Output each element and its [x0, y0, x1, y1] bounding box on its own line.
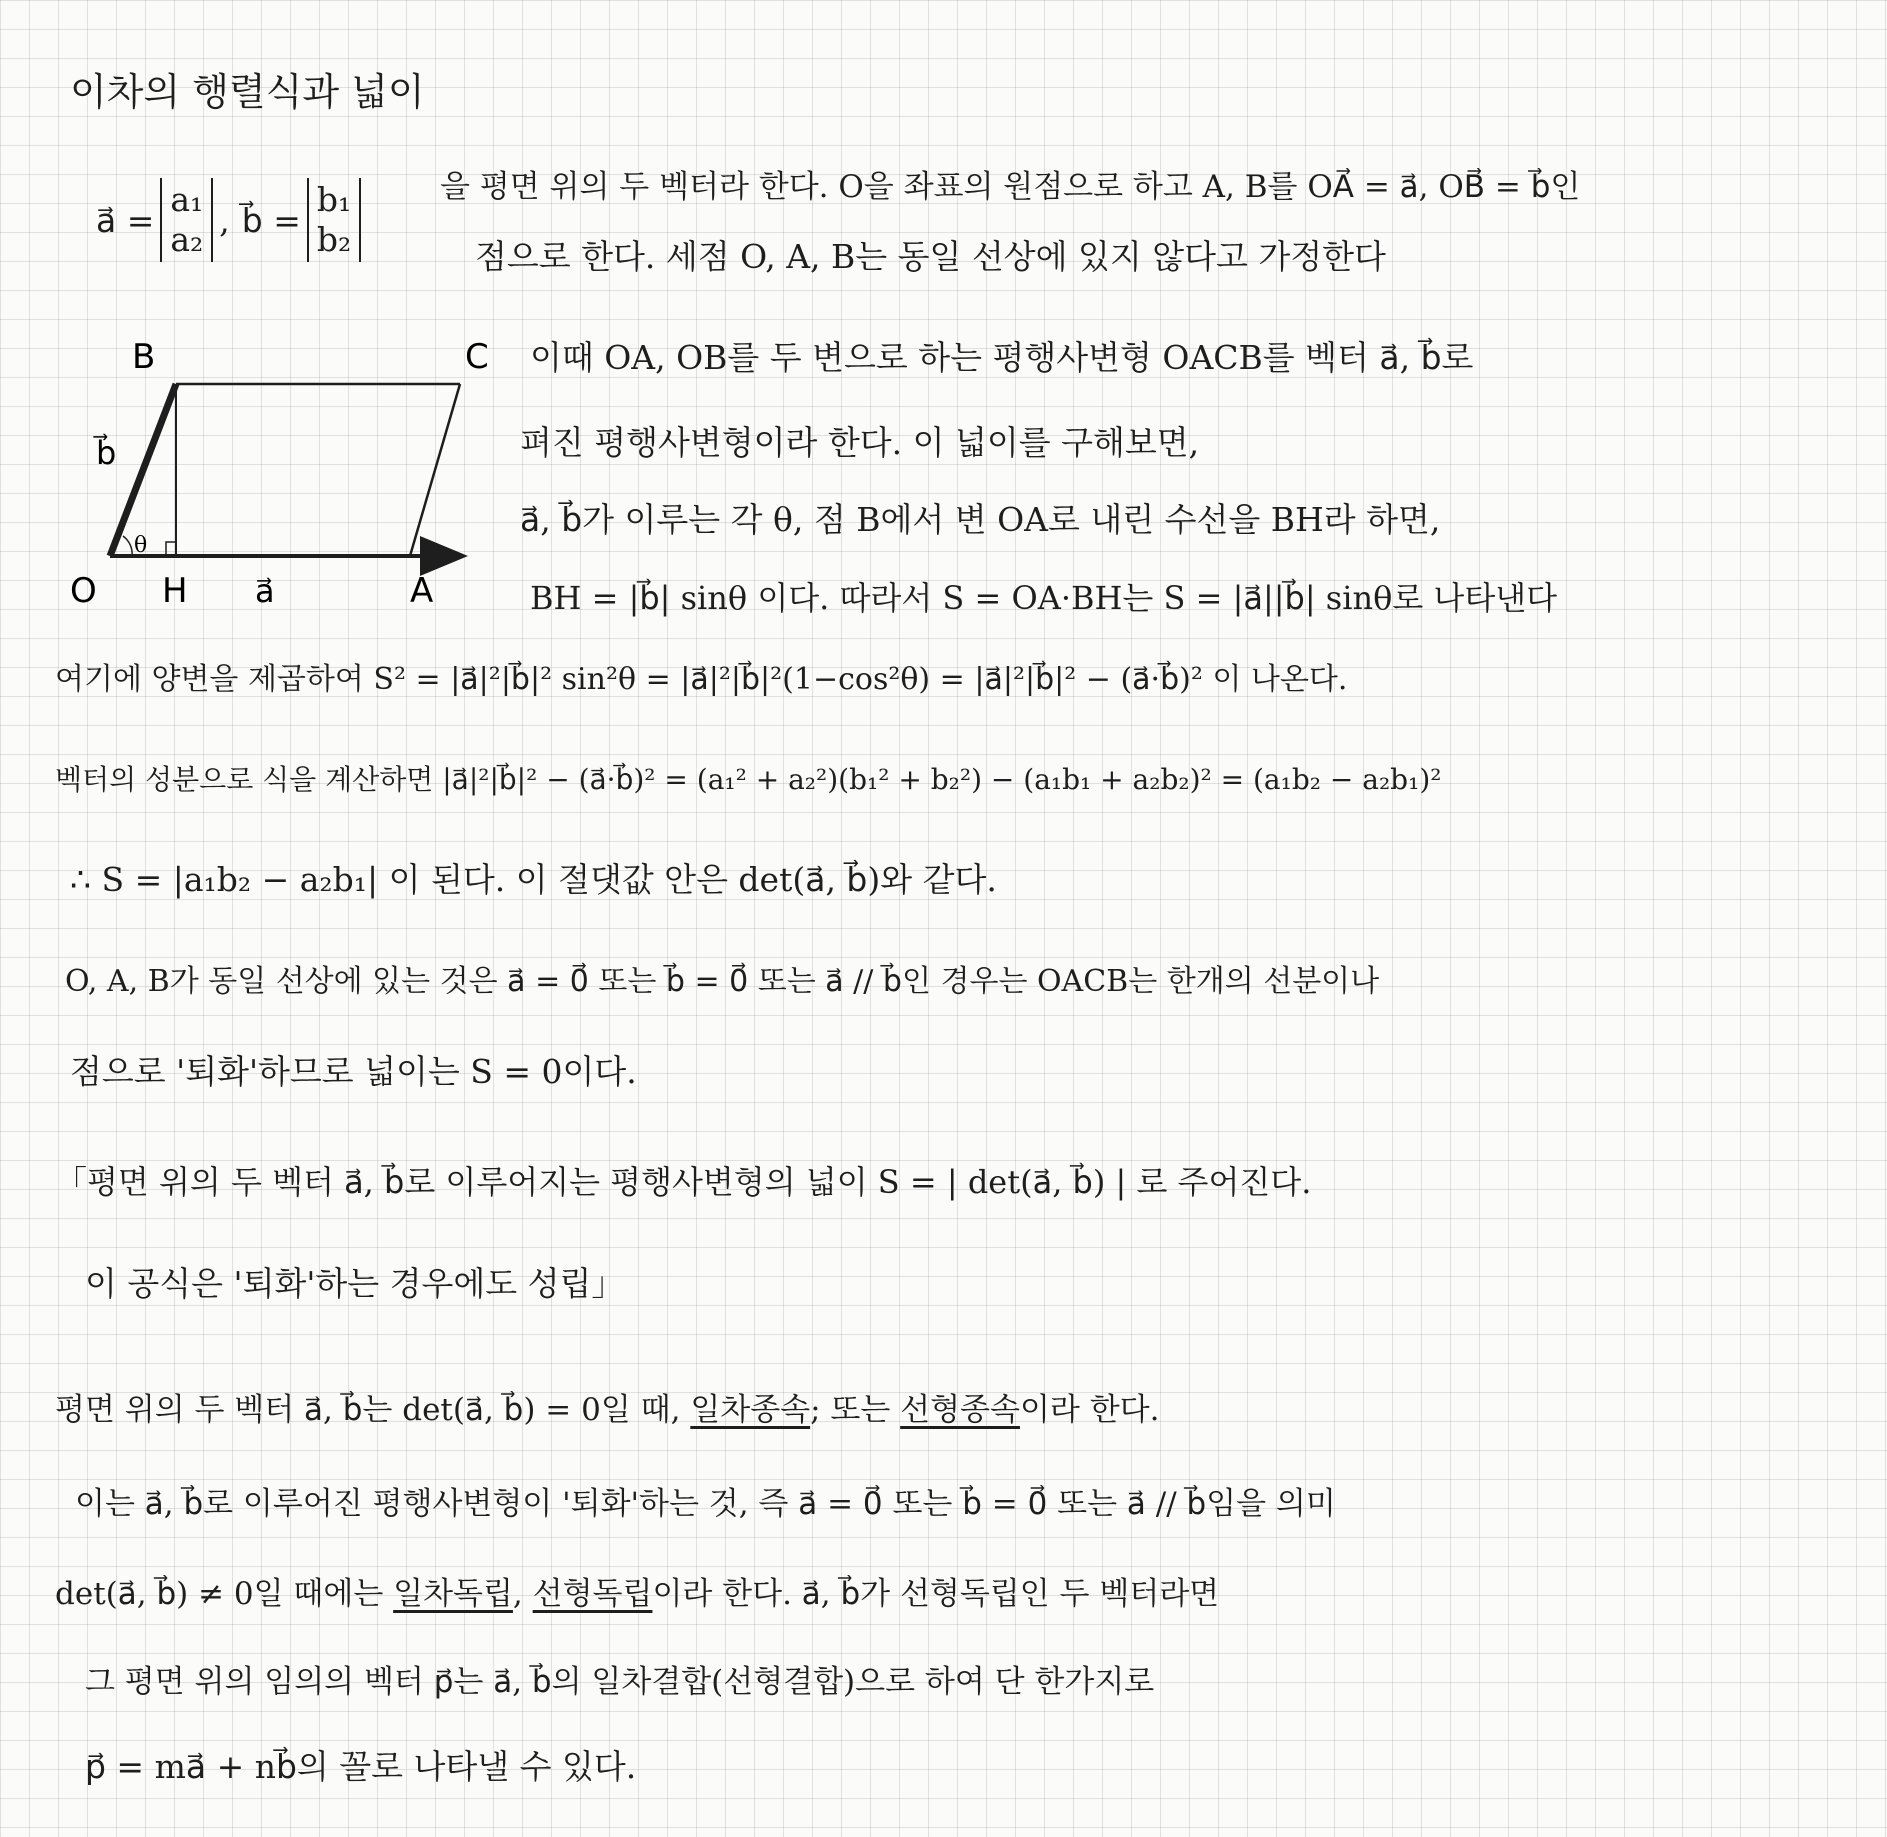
point-h-label: H: [162, 571, 188, 610]
para3-line-1: O, A, B가 동일 선상에 있는 것은 a⃗ = 0⃗ 또는 b⃗ = 0⃗ 또는 a⃗ // b⃗인 경우는 OACB는 한개의 선분이나: [65, 964, 1380, 999]
vector-a-matrix: [160, 178, 213, 262]
page-title: 이차의 행렬식과 넓이: [70, 70, 425, 114]
para4-l3-post: 이라 한다. a⃗, b⃗가 선형독립인 두 벡터라면: [652, 1576, 1220, 1612]
para1-line-1: 이때 OA, OB를 두 변으로 하는 평행사변형 OACB를 벡터 a⃗, b⃗로: [530, 338, 1474, 377]
edge-ca: [410, 384, 460, 556]
point-a-label: A: [410, 571, 434, 610]
vector-a-label-fig: a⃗: [255, 572, 275, 610]
right-angle-mark: [166, 542, 176, 556]
theta-label: θ: [134, 533, 148, 558]
para1-line-3: a⃗, b⃗가 이루는 각 θ, 점 B에서 변 OA로 내린 수선을 BH라 하면,: [520, 500, 1441, 539]
para4-l3-pre: det(a⃗, b⃗) ≠ 0일 때에는: [55, 1576, 394, 1612]
point-c-label: C: [465, 340, 489, 377]
para4-l1-post: 이라 한다.: [1019, 1392, 1160, 1428]
para4-line-1: [55, 1388, 1159, 1432]
para3-line-2: 점으로 '퇴화'하므로 넓이는 S = 0이다.: [70, 1052, 637, 1091]
a1-entry: a₁: [170, 180, 204, 219]
vector-b-arrow: [110, 384, 176, 556]
angle-arc: [123, 536, 132, 556]
point-o-label: O: [70, 571, 97, 610]
theorem-line-1: 「평면 위의 두 벡터 a⃗, b⃗로 이루어지는 평행사변형의 넓이 S = | det(a⃗, b⃗) | 로 주어진다.: [55, 1163, 1312, 1201]
para4-l1-pre: 평면 위의 두 벡터 a⃗, b⃗는 det(a⃗, b⃗) = 0일 때,: [55, 1392, 691, 1428]
theorem-line-2: 이 공식은 '퇴화'하는 경우에도 성립」: [85, 1264, 625, 1303]
para2-line-2: 벡터의 성분으로 식을 계산하면 |a⃗|²|b⃗|² − (a⃗·b⃗)² = (a₁² + a₂²)(b₁² + b₂²) − (a₁b₁ + a₂b₂)² = (a₁b₂ − a₂b₁)²: [55, 763, 1442, 796]
vector-definition: [90, 178, 361, 262]
para2-line-1: 여기에 양변을 제곱하여 S² = |a⃗|²|b⃗|² sin²θ = |a⃗|²|b⃗|²(1−cos²θ) = |a⃗|²|b⃗|² − (a⃗·b⃗)² 이 나온다.: [55, 662, 1348, 697]
parallelogram-figure: [70, 340, 490, 610]
b2-entry: b₂: [316, 220, 352, 259]
para2-line-3: ∴ S = |a₁b₂ − a₂b₁| 이 된다. 이 절댓값 안은 det(a⃗, b⃗)와 같다.: [70, 860, 997, 899]
term-linear-independent-2: 선형독립: [532, 1576, 653, 1612]
para4-line-5: p⃗ = ma⃗ + nb⃗의 꼴로 나타낼 수 있다.: [85, 1747, 637, 1786]
a2-entry: a₂: [170, 220, 204, 259]
b1-entry: b₁: [316, 180, 352, 219]
vector-a-label: a⃗ =: [96, 200, 155, 240]
para4-line-4: 그 평면 위의 임의의 벡터 p⃗는 a⃗, b⃗의 일차결합(선형결합)으로 하여 단 한가지로: [85, 1664, 1155, 1700]
para1-line-4: BH = |b⃗| sinθ 이다. 따라서 S = OA·BH는 S = |a⃗||b⃗| sinθ로 나타낸다: [530, 579, 1558, 617]
term-linear-dependent-2: 선형종속: [900, 1392, 1020, 1428]
para4-l1-mid: ; 또는: [810, 1392, 901, 1428]
definition-line-1: 을 평면 위의 두 벡터라 한다. O을 좌표의 원점으로 하고 A, B를 OA⃗ = a⃗, OB⃗ = b⃗인: [440, 169, 1581, 205]
point-b-label: B: [132, 340, 156, 377]
vector-b-matrix: [307, 178, 361, 262]
term-linear-independent-1: 일차독립: [393, 1576, 513, 1612]
vector-b-label-fig: b⃗: [96, 434, 117, 472]
para4-line-2: 이는 a⃗, b⃗로 이루어진 평행사변형이 '퇴화'하는 것, 즉 a⃗ = 0⃗ 또는 b⃗ = 0⃗ 또는 a⃗ // b⃗임을 의미: [75, 1486, 1336, 1522]
definition-line-2: 점으로 한다. 세점 O, A, B는 동일 선상에 있지 않다고 가정한다: [475, 237, 1386, 276]
term-linear-dependent-1: 일차종속: [690, 1392, 811, 1428]
para1-line-2: 펴진 평행사변형이라 한다. 이 넓이를 구해보면,: [520, 423, 1200, 462]
para4-line-3: [55, 1572, 1219, 1616]
para4-l3-sep: ,: [512, 1576, 533, 1612]
vector-b-label: b⃗ =: [241, 200, 301, 240]
vector-separator: ,: [219, 200, 230, 240]
